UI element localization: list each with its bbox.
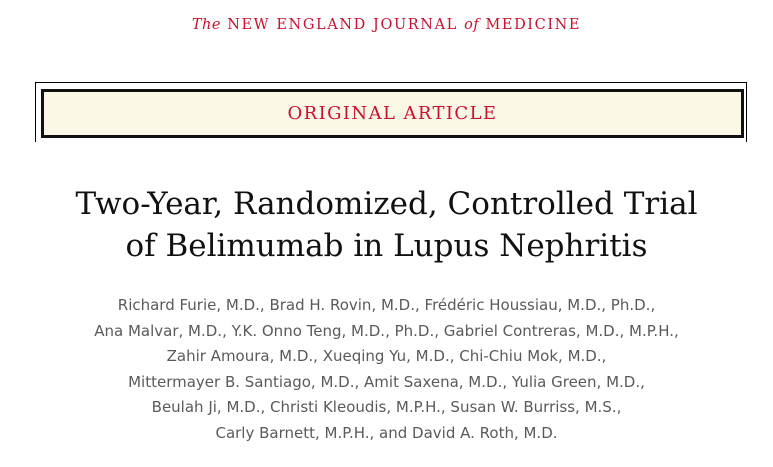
article-type-label: ORIGINAL ARTICLE (287, 103, 498, 124)
author-list (0, 293, 773, 446)
masthead-medicine: MEDICINE (485, 17, 582, 33)
title-line-2: of Belimumab in Lupus Nephritis (125, 228, 648, 264)
author-line-2: Ana Malvar, M.D., Y.K. Onno Teng, M.D., Ph.D., Gabriel Contreras, M.D., M.P.H., (94, 321, 679, 340)
article-title (0, 183, 773, 267)
masthead-of: of (464, 17, 480, 33)
author-line-4: Mittermayer B. Santiago, M.D., Amit Saxena, M.D., Yulia Green, M.D., (128, 372, 645, 391)
author-line-3: Zahir Amoura, M.D., Xueqing Yu, M.D., Chi-Chiu Mok, M.D., (166, 347, 607, 365)
title-line-1: Two-Year, Randomized, Controlled Trial (75, 186, 698, 222)
article-type-banner (41, 89, 744, 138)
author-line-1: Richard Furie, M.D., Brad H. Rovin, M.D., Frédéric Houssiau, M.D., Ph.D., (117, 296, 656, 314)
masthead-new-england-journal: NEW ENGLAND JOURNAL (227, 17, 458, 33)
author-line-5: Beulah Ji, M.D., Christi Kleoudis, M.P.H., Susan W. Burriss, M.S., (151, 398, 622, 416)
author-line-6: Carly Barnett, M.P.H., and David A. Roth, M.D. (215, 423, 558, 442)
masthead-the: The (191, 17, 221, 33)
journal-masthead (0, 17, 773, 33)
